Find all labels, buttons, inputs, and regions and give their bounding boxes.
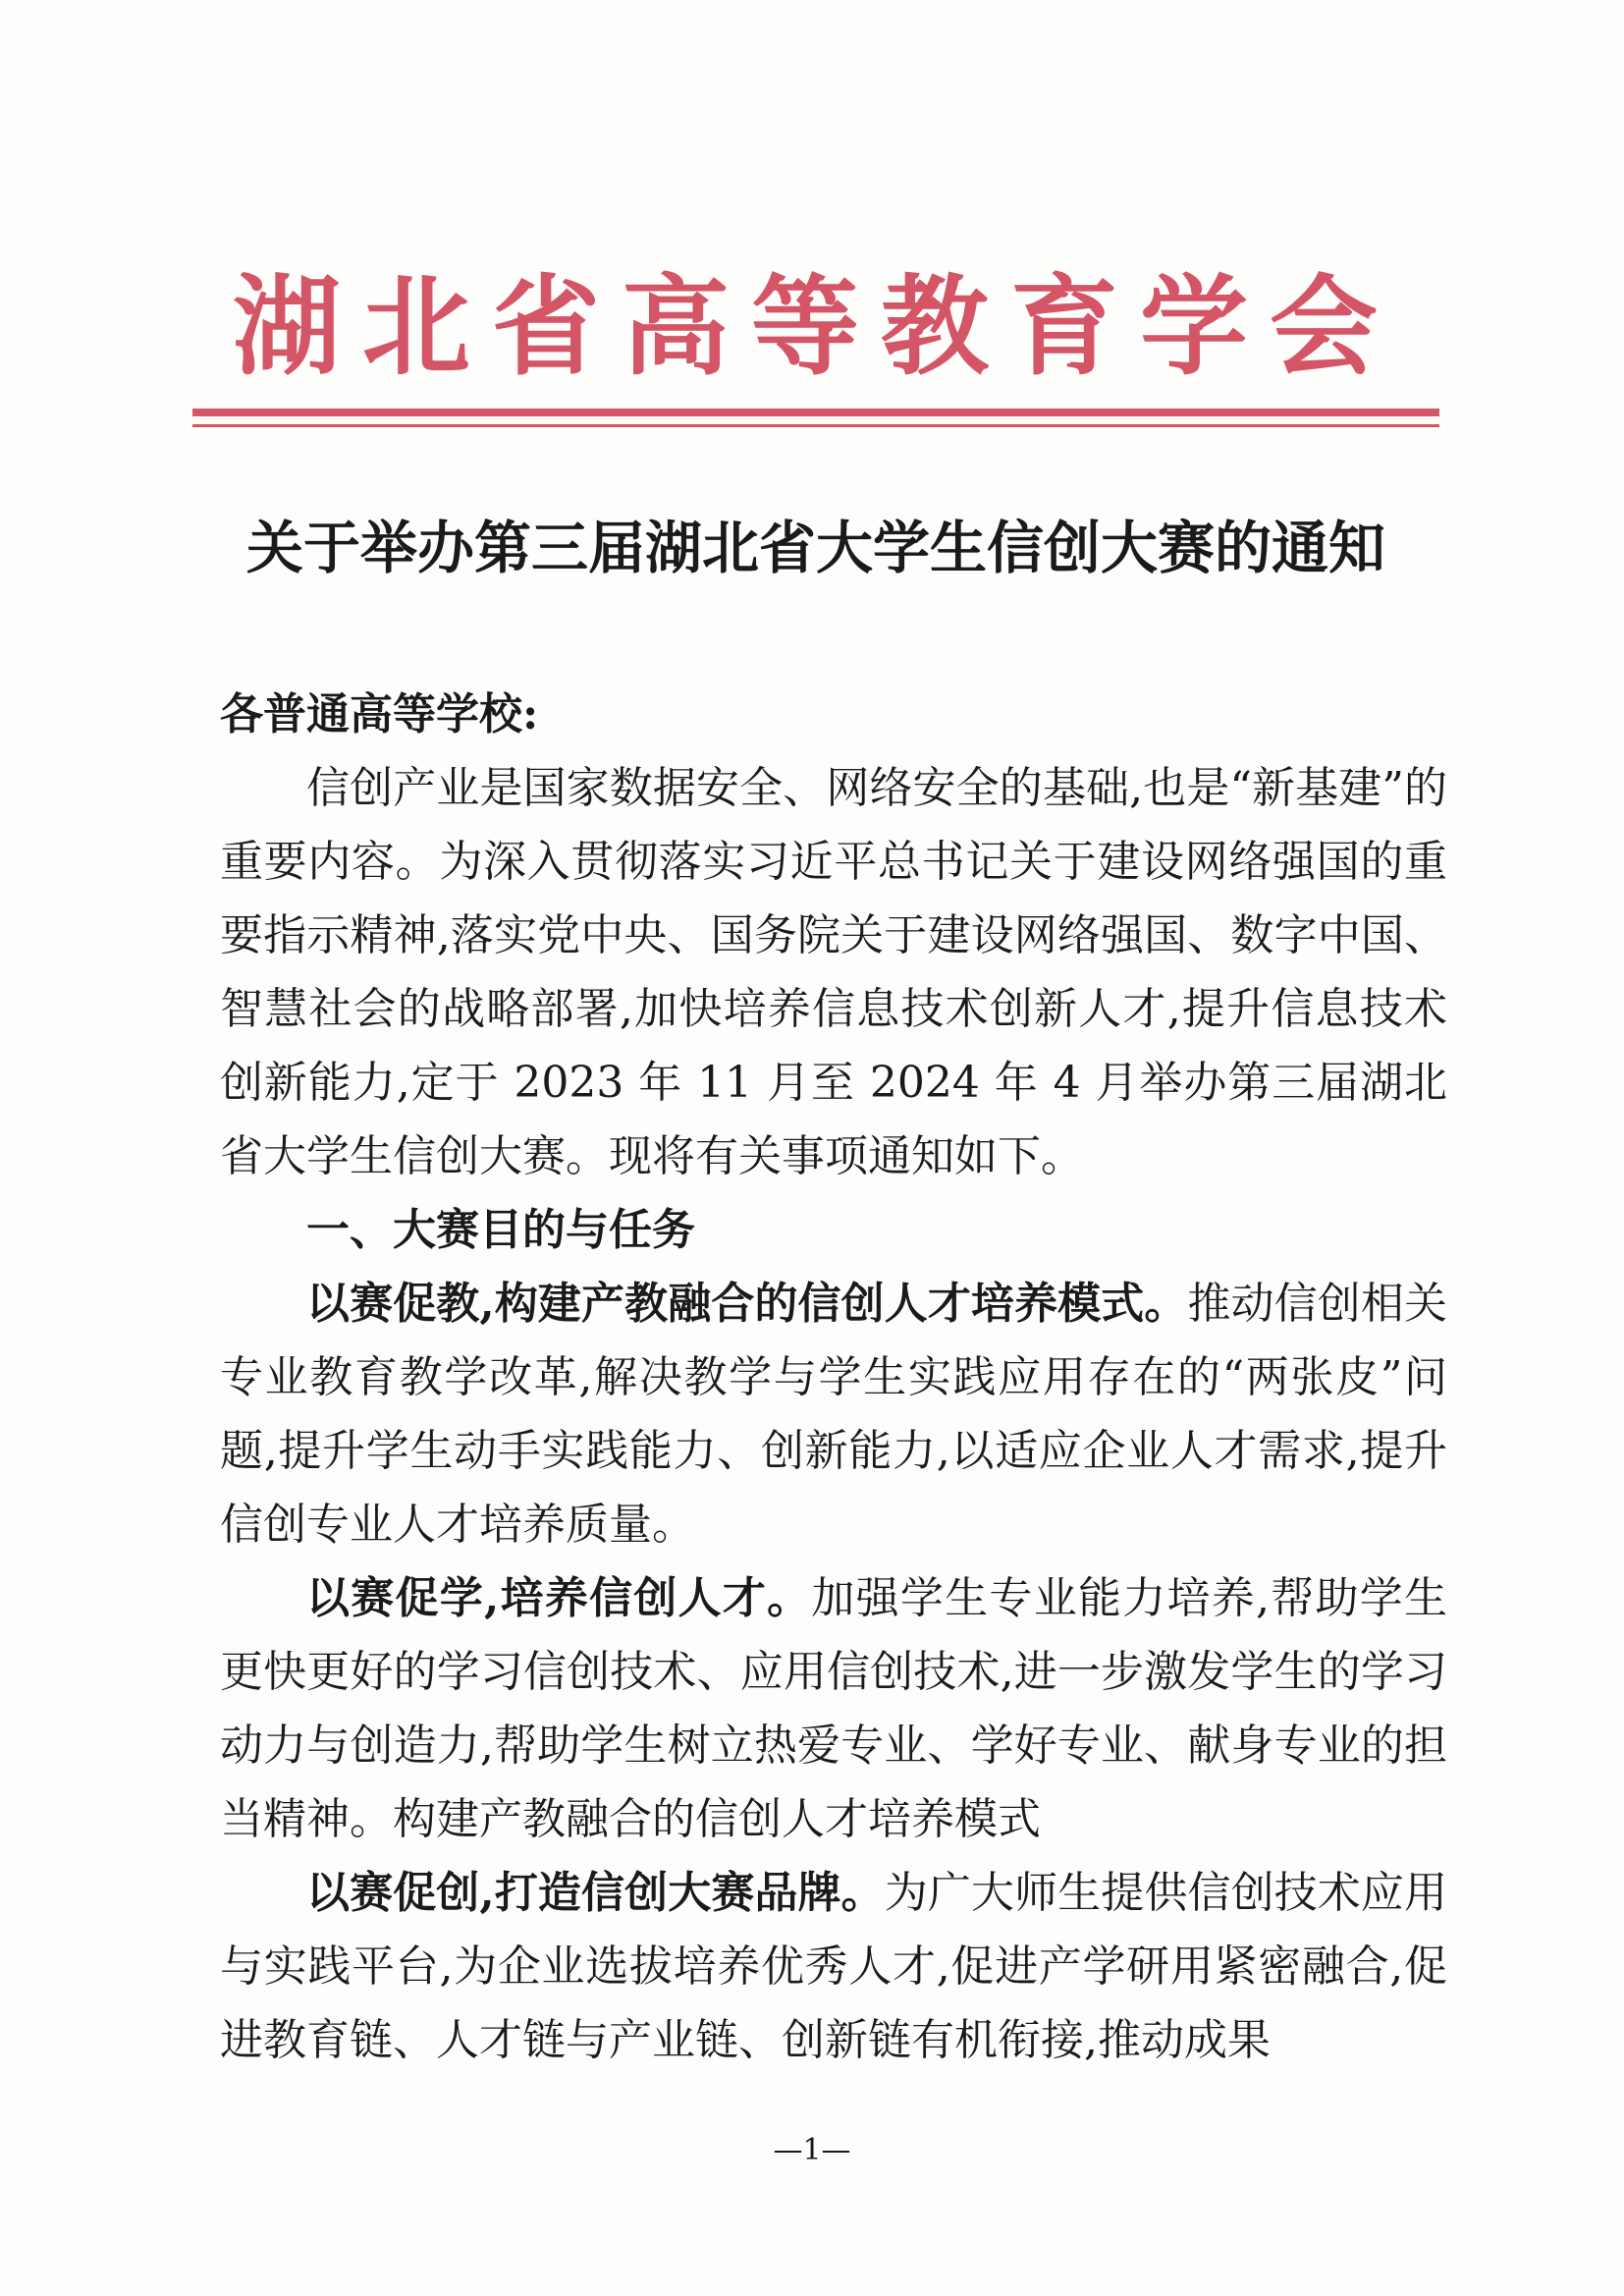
paragraph-lead: 以赛促学,培养信创人才。 bbox=[306, 1573, 812, 1623]
page-number: —1— bbox=[773, 2133, 851, 2167]
salutation: 各普通高等学校: bbox=[220, 689, 539, 739]
paragraph-lead: 以赛促创,打造信创大赛品牌。 bbox=[306, 1868, 885, 1918]
masthead-title: 湖北省高等教育学会 bbox=[233, 264, 1399, 390]
masthead-rule-thick bbox=[192, 409, 1439, 416]
document-title: 关于举办第三届湖北省大学生信创大赛的通知 bbox=[245, 515, 1385, 581]
paragraph-item bbox=[220, 1561, 1447, 1856]
document-body bbox=[220, 678, 1447, 2077]
intro-paragraph: 信创产业是国家数据安全、网络安全的基础,也是“新基建”的重要内容。为深入贯彻落实习近平总书记关于建设网络强国的重要指示精神,落实党中央、国务院关于建设网络强国、数字中国、智慧社会的战略部署,加快培养信息技术创新人才,提升信息技术创新能力,定于 2023 年 11 月至 2024 年 4 月举办第三届湖北省大学生信创大赛。现将有关事项通知如下。 bbox=[220, 763, 1447, 1181]
masthead-rule-thin bbox=[192, 424, 1439, 427]
paragraph-text: 推动信创相关专业教育教学改革,解决教学与学生实践应用存在的“两张皮”问题,提升学生动手实践能力、创新能力,以适应企业人才需求,提升信创专业人才培养质量。 bbox=[220, 1279, 1447, 1550]
section-heading: 一、大赛目的与任务 bbox=[306, 1205, 695, 1255]
paragraph-text: 为广大师生提供信创技术应用与实践平台,为企业选拔培养优秀人才,促进产学研用紧密融合,促进教育链、人才链与产业链、创新链有机衔接,推动成果 bbox=[220, 1868, 1447, 2065]
paragraph-lead: 以赛促教,构建产教融合的信创人才培养模式。 bbox=[306, 1279, 1188, 1329]
paragraph-text: 加强学生专业能力培养,帮助学生更快更好的学习信创技术、应用信创技术,进一步激发学生的学习动力与创造力,帮助学生树立热爱专业、学好专业、献身专业的担当精神。构建产教融合的信创人才培养模式 bbox=[220, 1573, 1447, 1844]
paragraph-item bbox=[220, 1856, 1447, 2077]
paragraph-item bbox=[220, 1267, 1447, 1561]
